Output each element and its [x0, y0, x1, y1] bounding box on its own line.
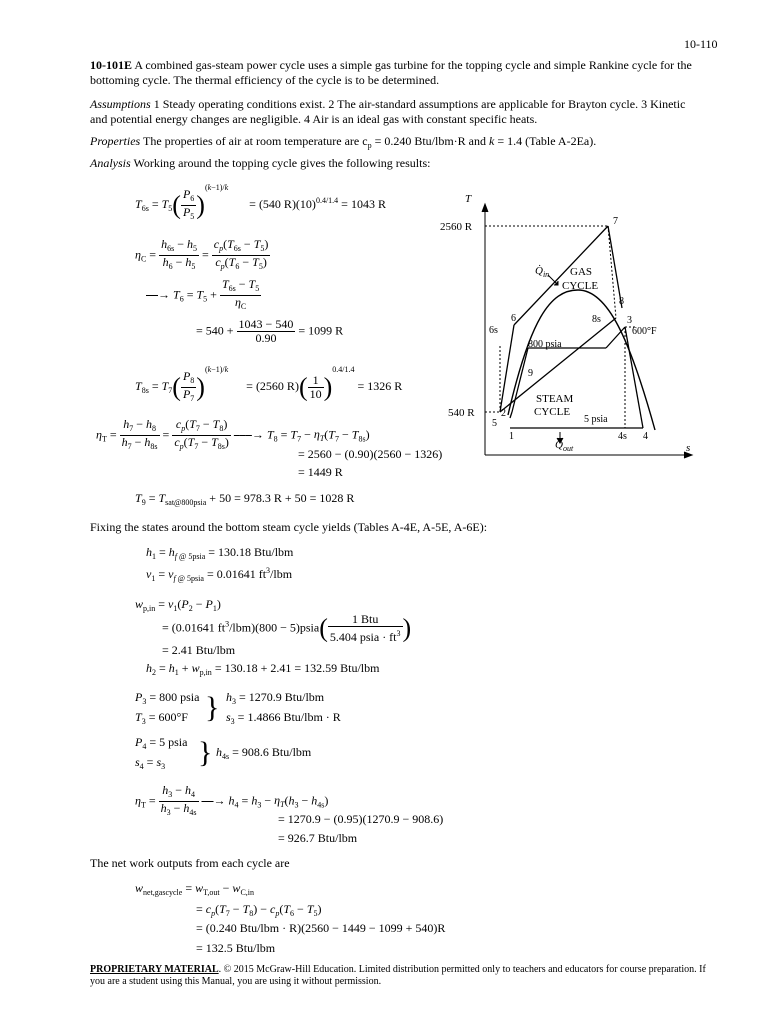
assumptions-label: Assumptions: [90, 97, 151, 111]
eq-eta-t: $\eta_T$ = $\frac{h_7 - h_8}{h_7 - h_{8s}}$ = $\frac{c_p(T_7 - T_8)}{c_p(T_7 - T_{8s})}$ ⎯⎯⎯→ $T_8 = T_7 - \eta_T(T_7 - T_{8s})$: [96, 417, 370, 451]
eq-t6-value: = 540 + $\frac{1043 - 540}{0.90}$ = 1099 R: [196, 317, 344, 345]
eq-h2: $h_2 = h_1 + w_{p,in} = 130.18 + 2.41 = 132.59$ Btu/lbm: [146, 661, 380, 677]
point-8: 8: [619, 296, 624, 307]
label-gas-1: GAS: [570, 266, 593, 278]
saturation-dome: [508, 290, 655, 430]
point-5: 5: [492, 418, 497, 429]
eq-s3: $s_3 = 1.4866$ Btu/lbm · R: [226, 710, 341, 726]
label-p-low: 5 psia: [584, 414, 608, 425]
assumptions: [90, 97, 702, 127]
label-steam-2: CYCLE: [534, 406, 571, 418]
analysis-text: Working around the topping cycle gives the following results:: [133, 156, 431, 170]
label-qin: $Q̇_{in}$: [535, 265, 550, 279]
eq-h4s: $h_{4s} = 908.6$ Btu/lbm: [216, 745, 312, 761]
properties-text: The properties of air at room temperature are c: [143, 134, 368, 148]
footer-text: . © 2015 McGraw-Hill Education. Limited distribution permitted only to teachers and educators for course preparation. If you are a student using this Manual, you are using it without permission.: [90, 964, 706, 987]
eq-wnet-line1: = $c_p(T_7 - T_8) - c_p(T_6 - T_5)$: [196, 902, 322, 918]
analysis-label: Analysis: [90, 156, 131, 170]
properties: Properties The properties of air at room temperature are $c_p = 0.240$ Btu/lbm·R and k = 1.4 (Table A-2Ea).: [90, 134, 597, 150]
point-6: 6: [511, 313, 516, 324]
label-qout: $Q̇_{out}$: [555, 439, 574, 453]
eq-t8s: $T_{8s} = T_7$( $\frac{P_8}{P_7}$ )$^{(k-1)/k}$ = (2560 R)( $\frac{1}{10}$ )$^{0.4/1.4}$ = 1326 R: [135, 365, 403, 403]
label-gas-2: CYCLE: [562, 280, 599, 292]
properties-label: Properties: [90, 134, 141, 148]
point-2: 2: [501, 408, 506, 419]
eq-eta-c: $\eta_C$ = $\frac{h_{6s} - h_5}{h_6 - h_5}$ = $\frac{c_p(T_{6s} - T_5)}{c_p(T_6 - T_5)}$: [135, 237, 269, 271]
eq-h4-line3: = 926.7 Btu/lbm: [278, 831, 358, 845]
page-number: 10-110: [684, 37, 718, 51]
footer: [90, 964, 720, 988]
k-value: = 1.4 (Table A-2Ea).: [494, 134, 597, 148]
assumptions-text: 1 Steady operating conditions exist. 2 The air-standard assumptions are applicable for Brayton cycle. 3 Kinetic and potential energy changes are negligible. 4 Air is an ideal gas with constant specific heats.: [90, 97, 686, 126]
point-9: 9: [528, 368, 533, 379]
eq-s4: $s_4 = s_3$: [135, 755, 166, 771]
eq-h1: $h_1 = h_{f @ 5psia} = 130.18$ Btu/lbm: [146, 545, 294, 561]
eq-wp-line3: = 2.41 Btu/lbm: [162, 643, 236, 657]
eq-t8-line2: = 2560 − (0.90)(2560 − 1326): [298, 447, 443, 461]
label-t-steam: 600°F: [632, 326, 657, 337]
eq-v1: $v_1 = v_{f @ 5psia} = 0.01641$ $ft^3$/lbm: [146, 566, 293, 583]
point-6s: 6s: [489, 325, 498, 336]
eq-p4: $P_4 = 5$ psia: [135, 735, 188, 751]
analysis: [90, 156, 702, 171]
eq-wp-line2: = (0.01641 $ft^3/lbm)(800$ − 5)psia( 1 Btu 5.404 psia · $ft^3$ ): [162, 612, 412, 644]
axis-label-s: s: [686, 442, 691, 454]
cp-value: = 0.240 Btu/lbm·R and: [371, 134, 490, 148]
brace-4: }: [198, 736, 213, 769]
ts-diagram: [430, 190, 710, 470]
point-4: 4: [643, 431, 648, 442]
eq-eta-t-steam: $\eta_T$ = $\frac{h_3 - h_4}{h_3 - h_{4s}}$ ⎯⎯→ $h_4 = h_3 - \eta_T(h_3 - h_{4s})$: [135, 783, 329, 817]
point-8s: 8s: [592, 314, 601, 325]
eq-t8-line3: = 1449 R: [298, 465, 343, 479]
point-7: 7: [613, 216, 618, 227]
axis-label-t: T: [465, 193, 472, 205]
problem-id: 10-101E: [90, 58, 132, 72]
point-1: 1: [509, 431, 514, 442]
eq-t6: ⎯⎯→ $T_6 = T_5$ + $\frac{T_{6s} - T_5}{\eta_C}$: [146, 277, 260, 311]
label-t-low: 540 R: [448, 407, 475, 419]
problem-text: A combined gas-steam power cycle uses a simple gas turbine for the topping cycle and simple Rankine cycle for the bottoming cycle. The thermal efficiency of the cycle is to be determined.: [90, 58, 692, 87]
label-t-high: 2560 R: [440, 221, 473, 233]
eq-wnet: $w_{net,gascycle} = w_{T,out} - w_{C,in}$: [135, 881, 254, 897]
eq-wnet-line3: = 132.5 Btu/lbm: [196, 941, 276, 955]
footer-label: PROPRIETARY MATERIAL: [90, 964, 219, 975]
steam-intro: Fixing the states around the bottom steam cycle yields (Tables A-4E, A-5E, A-6E):: [90, 520, 488, 534]
eq-h3: $h_3 = 1270.9$ Btu/lbm: [226, 690, 325, 706]
brace-3: }: [205, 691, 220, 724]
eq-p3: $P_3 = 800$ psia: [135, 690, 200, 706]
eq-t9: $T_9 = T_{sat@800psia} + 50 = 978.3$ R + 50 = 1028 R: [135, 491, 355, 507]
eq-wnet-line2: = (0.240 Btu/lbm · R)(2560 − 1449 − 1099 + 540)R: [196, 921, 446, 935]
eq-h4-line2: = 1270.9 − (0.95)(1270.9 − 908.6): [278, 812, 444, 826]
t6s-value: = (540 R)(10): [249, 197, 316, 211]
label-p-high: 800 psia: [528, 339, 562, 350]
net-intro: The net work outputs from each cycle are: [90, 856, 290, 870]
label-steam-1: STEAM: [536, 393, 574, 405]
eq-wp: $w_{p,in} = v_1(P_2 - P_1)$: [135, 597, 221, 613]
point-4s: 4s: [618, 431, 627, 442]
eq-t3: $T_3 = 600^\circ F$: [135, 710, 188, 726]
point-3: 3: [627, 315, 632, 326]
eq-t6s: $T_{6s} = T_5$( $\frac{P_6}{P_5}$ )$^{(k-1)/k}$ = (540 $R)(10)^{0.4/1.4} = 1043$ R: [135, 183, 386, 221]
problem-statement: [90, 58, 702, 88]
